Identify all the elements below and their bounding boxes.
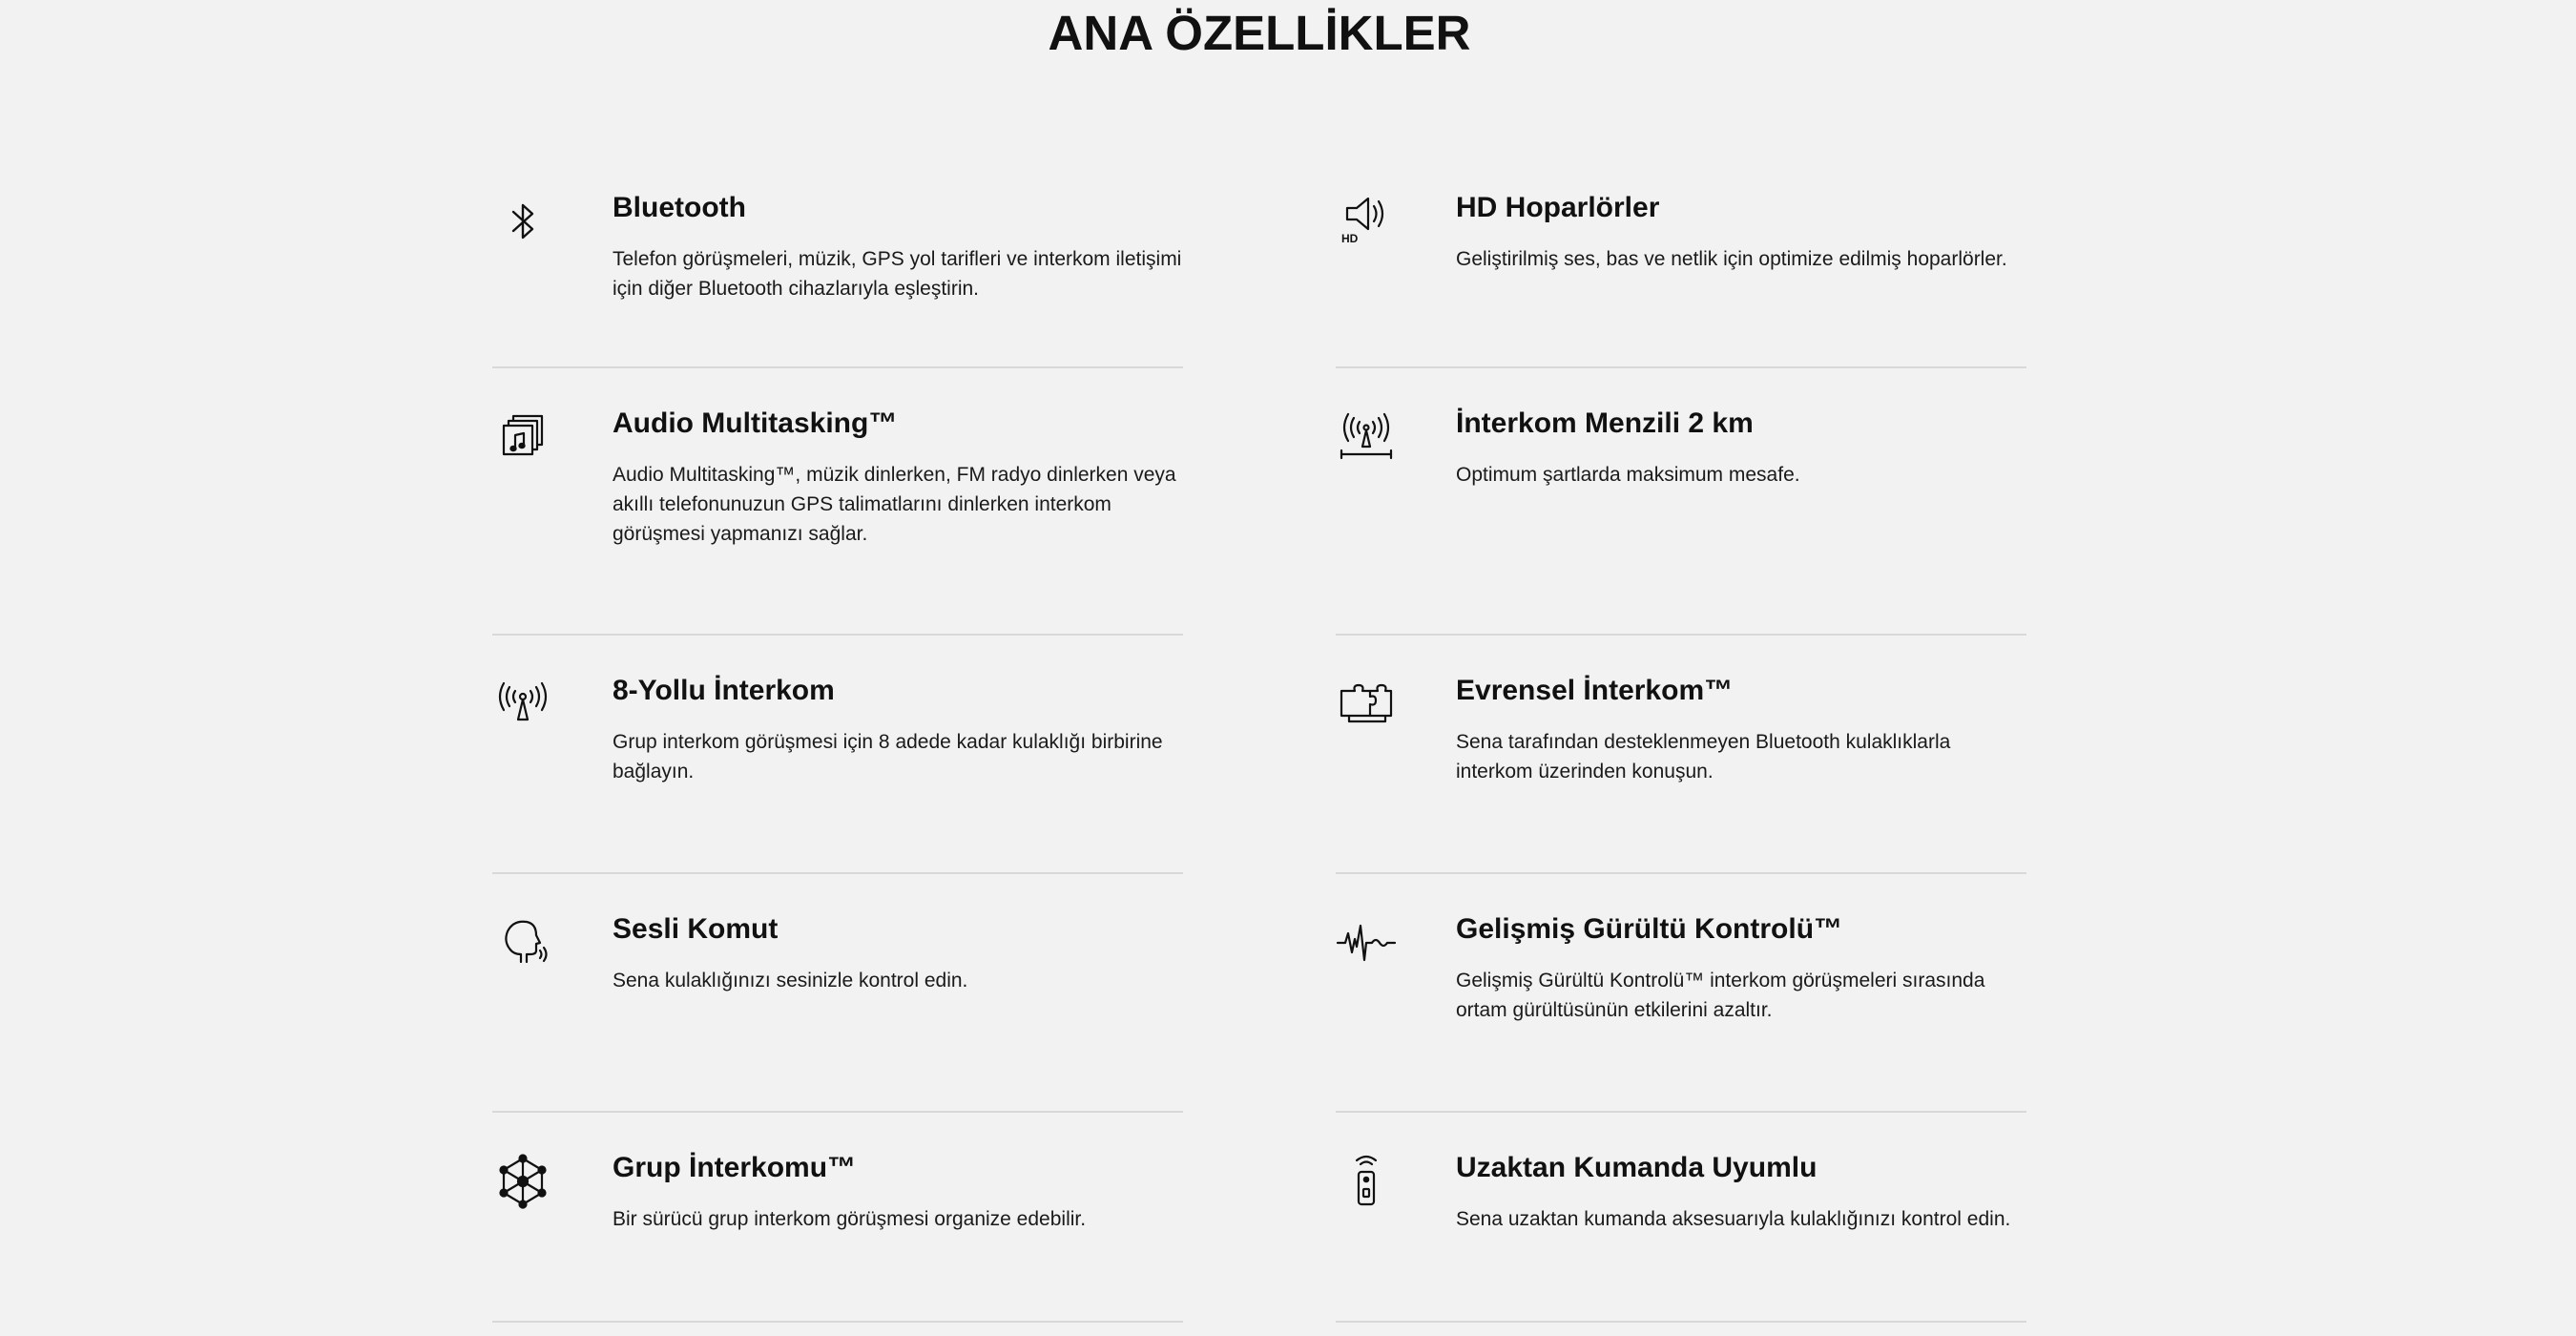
feature-description: Grup interkom görüşmesi için 8 adede kadar kulaklığı birbirine bağlayın. (613, 731, 1163, 783)
feature-title: Grup İnterkomu™ (613, 1152, 857, 1183)
hd-speaker-icon (1336, 191, 1397, 252)
feature-description: Gelişmiş Gürültü Kontrolü™ interkom görüşmeleri sırasında ortam gürültüsünün etkilerini azaltır. (1456, 970, 1985, 1021)
feature-item-bluetooth (492, 153, 1183, 368)
feature-title: Evrensel İnterkom™ (1456, 675, 1734, 706)
feature-item-noise-control (1336, 874, 2026, 1113)
feature-item-hd-speakers (1336, 153, 2026, 368)
voice-command-icon (492, 912, 553, 973)
feature-title: Sesli Komut (613, 913, 779, 945)
noise-waveform-icon (1336, 912, 1397, 973)
feature-item-group-intercom (492, 1113, 1183, 1323)
section-title: ANA ÖZELLİKLER (1048, 6, 1471, 60)
feature-title: Audio Multitasking™ (613, 407, 898, 439)
feature-description: Sena tarafından desteklenmeyen Bluetooth kulaklıklarla interkom üzerinden konuşun. (1456, 731, 1951, 783)
group-network-icon (492, 1151, 553, 1212)
feature-description: Sena uzaktan kumanda aksesuarıyla kulaklığınızı kontrol edin. (1456, 1208, 2011, 1230)
bluetooth-icon (492, 191, 553, 252)
feature-item-universal-intercom (1336, 636, 2026, 874)
feature-description: Telefon görüşmeleri, müzik, GPS yol tarifleri ve interkom iletişimi için diğer Bluetooth cihazlarıyla eşleştirin. (613, 248, 1182, 300)
feature-description: Sena kulaklığınızı sesinizle kontrol edin. (613, 970, 968, 992)
feature-item-intercom-range (1336, 368, 2026, 636)
feature-title: İnterkom Menzili 2 km (1456, 407, 1754, 439)
feature-description: Optimum şartlarda maksimum mesafe. (1456, 464, 1800, 486)
feature-item-voice-command (492, 874, 1183, 1113)
feature-description: Bir sürücü grup interkom görüşmesi organize edebilir. (613, 1208, 1087, 1230)
feature-title: HD Hoparlörler (1456, 192, 1660, 223)
feature-title: Uzaktan Kumanda Uyumlu (1456, 1152, 1818, 1183)
feature-description: Audio Multitasking™, müzik dinlerken, FM radyo dinlerken veya akıllı telefonunuzun GPS talimatlarını dinlerken interkom görüşmesi yapmanızı sağlar. (613, 464, 1176, 545)
range-tower-icon (1336, 407, 1397, 468)
audio-multitasking-icon (492, 407, 553, 468)
feature-title: Bluetooth (613, 192, 746, 223)
feature-item-audio-multitasking (492, 368, 1183, 636)
hd-label: HD (1341, 232, 1359, 245)
remote-control-icon (1336, 1151, 1397, 1212)
intercom-antenna-icon (492, 674, 553, 735)
feature-title: Gelişmiş Gürültü Kontrolü™ (1456, 913, 1843, 945)
puzzle-icon (1336, 674, 1397, 735)
feature-title: 8-Yollu İnterkom (613, 675, 835, 706)
feature-item-remote-control (1336, 1113, 2026, 1323)
feature-description: Geliştirilmiş ses, bas ve netlik için optimize edilmiş hoparlörler. (1456, 248, 2007, 270)
feature-item-8-way-intercom (492, 636, 1183, 874)
